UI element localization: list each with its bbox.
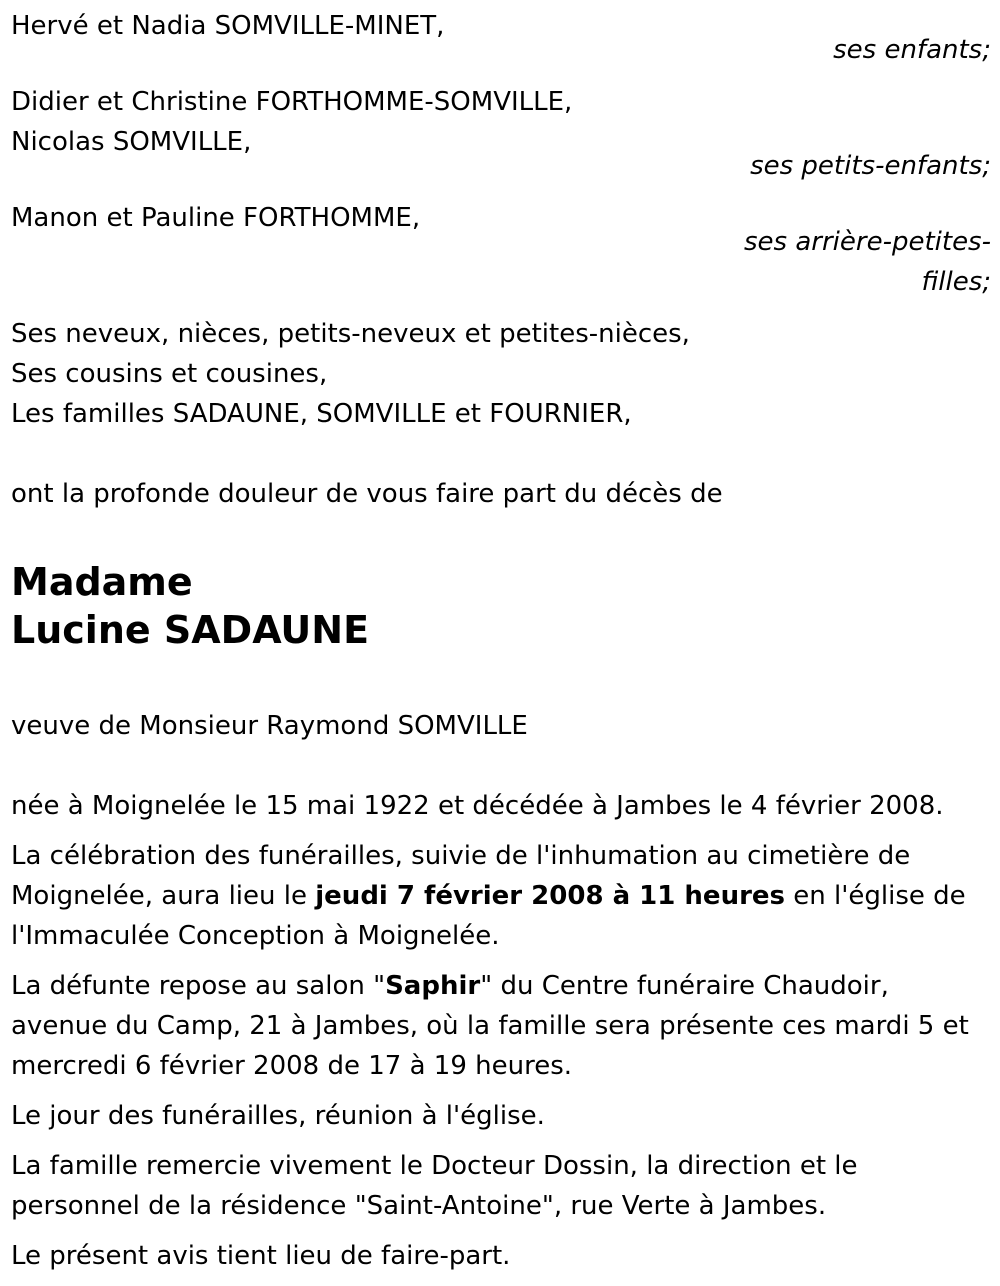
grandchildren-name-1: Didier et Christine FORTHOMME-SOMVILLE, <box>11 87 573 117</box>
funeral-text-start: La célébration des funérailles, suivie de l'inhumation au cimetière de Moignelée, aura lieu le <box>11 841 911 911</box>
great-grandchildren-group <box>11 198 991 302</box>
rest-text-start: La défunte repose au salon " <box>11 971 386 1001</box>
great-grandchildren-role-line2: filles; <box>921 267 991 297</box>
obituary-notice <box>11 6 991 1286</box>
deceased-name-block <box>11 558 991 654</box>
funeral-date-time: jeudi 7 février 2008 à 11 heures <box>315 881 786 911</box>
funeral-paragraph <box>11 836 991 956</box>
salon-name: Saphir <box>385 971 481 1001</box>
grandchildren-role: ses petits-enfants; <box>750 151 991 181</box>
widow-of-text: veuve de Monsieur Raymond SOMVILLE <box>11 711 528 741</box>
notice-text: Le présent avis tient lieu de faire-part. <box>11 1241 511 1271</box>
grandchildren-name-2: Nicolas SOMVILLE, <box>11 127 252 157</box>
children-group <box>11 6 991 70</box>
grandchildren-group <box>11 82 991 186</box>
children-role: ses enfants; <box>833 35 991 65</box>
great-grandchildren-role-line1: ses arrière-petites- <box>744 227 991 257</box>
relatives-line-1: Ses neveux, nièces, petits-neveux et petites-nièces, <box>11 319 690 349</box>
funeral-text-end: en l'église de l'Immaculée Conception à Moignelée. <box>11 881 966 951</box>
relatives-line-2: Ses cousins et cousines, <box>11 359 328 389</box>
deceased-name: Lucine SADAUNE <box>11 608 370 652</box>
announcement-text: ont la profonde douleur de vous faire part du décès de <box>11 479 723 509</box>
thanks-text: La famille remercie vivement le Docteur Dossin, la direction et le personnel de la résidence "Saint-Antoine", rue Verte à Jambes. <box>11 1151 858 1221</box>
children-names: Hervé et Nadia SOMVILLE-MINET, <box>11 11 445 41</box>
rest-text-end: " du Centre funéraire Chaudoir, avenue du Camp, 21 à Jambes, où la famille sera présente ces mardi 5 et mercredi 6 février 2008 de 17 à 19 heures. <box>11 971 969 1081</box>
great-grandchildren-names: Manon et Pauline FORTHOMME, <box>11 203 421 233</box>
meeting-text: Le jour des funérailles, réunion à l'église. <box>11 1101 545 1131</box>
resting-place-paragraph <box>11 966 991 1086</box>
deceased-title: Madame <box>11 560 193 604</box>
relatives-line-3: Les familles SADAUNE, SOMVILLE et FOURNIER, <box>11 399 632 429</box>
other-relatives <box>11 314 991 434</box>
birth-death-text: née à Moignelée le 15 mai 1922 et décédée à Jambes le 4 février 2008. <box>11 791 944 821</box>
